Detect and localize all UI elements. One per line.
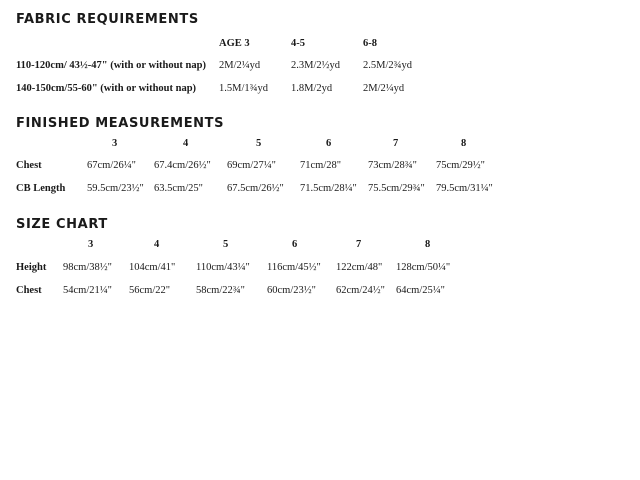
size-row-label: Height (16, 262, 47, 273)
size-cell: 56cm/22" (129, 285, 171, 296)
finished-col-header: 3 (112, 138, 118, 149)
finished-cell: 67cm/26¼" (87, 160, 136, 171)
finished-cell: 63.5cm/25" (154, 183, 203, 194)
finished-cell: 71cm/28" (300, 160, 342, 171)
size-col-header: 7 (356, 239, 362, 250)
size-col-header: 3 (88, 239, 94, 250)
finished-cell: 69cm/27¼" (227, 160, 276, 171)
finished-cell: 67.5cm/26½" (227, 183, 284, 194)
finished-cell: 59.5cm/23½" (87, 183, 144, 194)
fabric-cell: 1.5M/1¾yd (219, 83, 269, 94)
fabric-col-header: AGE 3 (219, 38, 250, 49)
finished-col-header: 4 (183, 138, 189, 149)
fabric-cell: 2M/2¼yd (363, 83, 405, 94)
size-row-label: Chest (16, 285, 42, 296)
fabric-col-header: 4-5 (291, 38, 305, 49)
fabric-row-label: 110-120cm/ 43½-47" (with or without nap) (16, 60, 206, 71)
fabric-cell: 1.8M/2yd (291, 83, 333, 94)
size-cell: 60cm/23½" (267, 285, 316, 296)
size-cell: 58cm/22¾" (196, 285, 245, 296)
finished-cell: 67.4cm/26½" (154, 160, 211, 171)
size-chart-heading: SIZE CHART (16, 217, 108, 232)
size-cell: 98cm/38½" (63, 262, 112, 273)
size-cell: 116cm/45½" (267, 262, 321, 273)
finished-cell: 75.5cm/29¾" (368, 183, 425, 194)
finished-cell: 73cm/28¾" (368, 160, 417, 171)
fabric-cell: 2.5M/2¾yd (363, 60, 413, 71)
finished-row-label: CB Length (16, 183, 66, 194)
size-cell: 122cm/48" (336, 262, 383, 273)
finished-col-header: 7 (393, 138, 399, 149)
size-cell: 104cm/41" (129, 262, 176, 273)
finished-cell: 79.5cm/31¼" (436, 183, 493, 194)
finished-cell: 75cm/29½" (436, 160, 485, 171)
size-cell: 54cm/21¼" (63, 285, 112, 296)
size-cell: 110cm/43¼" (196, 262, 250, 273)
size-col-header: 6 (292, 239, 298, 250)
finished-col-header: 5 (256, 138, 262, 149)
finished-cell: 71.5cm/28¼" (300, 183, 357, 194)
size-cell: 64cm/25¼" (396, 285, 445, 296)
size-col-header: 4 (154, 239, 160, 250)
fabric-requirements-heading: FABRIC REQUIREMENTS (16, 12, 199, 27)
finished-col-header: 6 (326, 138, 332, 149)
size-col-header: 8 (425, 239, 431, 250)
fabric-cell: 2.3M/2½yd (291, 60, 341, 71)
fabric-row-label: 140-150cm/55-60" (with or without nap) (16, 83, 197, 94)
size-cell: 62cm/24½" (336, 285, 385, 296)
fabric-cell: 2M/2¼yd (219, 60, 261, 71)
finished-measurements-heading: FINISHED MEASUREMENTS (16, 116, 225, 131)
finished-row-label: Chest (16, 160, 42, 171)
size-col-header: 5 (223, 239, 229, 250)
finished-col-header: 8 (461, 138, 467, 149)
size-cell: 128cm/50¼" (396, 262, 451, 273)
fabric-col-header: 6-8 (363, 38, 377, 49)
